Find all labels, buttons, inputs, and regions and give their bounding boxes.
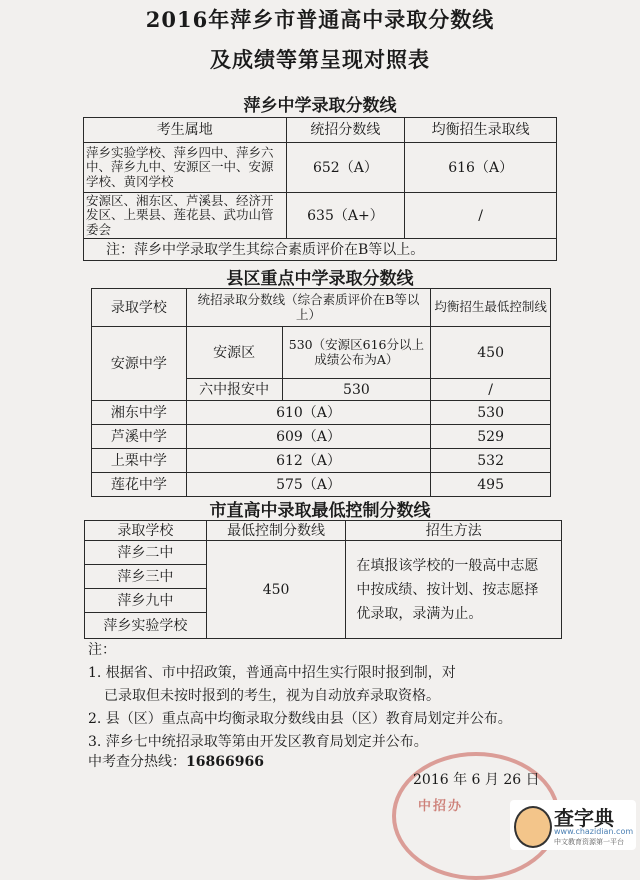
stamp-text: 中招办: [418, 799, 464, 814]
section2-table: [91, 288, 551, 497]
school-cell: 上栗中学: [92, 449, 187, 473]
method-cell: 在填报该学校的一般高中志愿中按成绩、按计划、按志愿择优录取，录满为止。: [346, 541, 562, 639]
header-area: 考生属地: [84, 118, 287, 143]
chazidian-logo: [510, 800, 636, 850]
note-item-1-line2: 已录取但未按时报到的考生，视为自动放弃录取资格。: [104, 688, 440, 704]
logo-tagline: 中文教育资源第一平台: [554, 838, 624, 846]
section2-title: 县区重点中学录取分数线: [226, 269, 414, 289]
note-item-2: 2. 县（区）重点高中均衡录取分数线由县（区）教育局划定并公布。: [88, 711, 512, 727]
section3-table: [84, 520, 562, 639]
header-balanced: 均衡招生录取线: [405, 118, 557, 143]
min-score-cell: 450: [206, 541, 346, 639]
score-cell: 530（安源区616分以上成绩公布为A）: [282, 327, 431, 379]
balanced-cell: 450: [431, 327, 551, 379]
section1-table: [83, 117, 557, 261]
balanced-cell: 495: [431, 473, 551, 497]
school-cell: 芦溪中学: [92, 425, 187, 449]
table-row: [92, 425, 551, 449]
table-row: [92, 327, 551, 379]
balanced-cell: 532: [431, 449, 551, 473]
logo-name: 查字典: [554, 806, 614, 830]
section1-title: 萍乡中学录取分数线: [243, 96, 397, 116]
section3-title: 市直高中录取最低控制分数线: [209, 501, 431, 521]
header-min-score: 最低控制分数线: [206, 521, 346, 541]
hotline-number: 16866966: [186, 754, 264, 770]
balanced-cell: 529: [431, 425, 551, 449]
table-header-row: [85, 521, 562, 541]
score-cell: 635（A+）: [286, 193, 405, 239]
sub-area-cell: 六中报安中: [186, 379, 282, 401]
note-item-1-line1: 1. 根据省、市中招政策，普通高中招生实行限时报到制，对: [88, 665, 456, 681]
score-cell: 610（A）: [186, 401, 430, 425]
school-cell: 安源中学: [92, 327, 187, 401]
document-title-line2: 及成绩等第呈现对照表: [210, 47, 430, 72]
balanced-cell: /: [431, 379, 551, 401]
header-score: 统招录取分数线（综合素质评价在B等以上）: [186, 289, 430, 327]
note-item-3: 3. 萍乡七中统招录取等第由开发区教育局划定并公布。: [88, 734, 428, 750]
table-row: [92, 401, 551, 425]
score-cell: 612（A）: [186, 449, 430, 473]
score-cell: 609（A）: [186, 425, 430, 449]
table-note-row: [84, 239, 557, 261]
header-balanced: 均衡招生最低控制线: [431, 289, 551, 327]
school-cell: 湘东中学: [92, 401, 187, 425]
header-school: 录取学校: [85, 521, 207, 541]
balanced-cell: 530: [431, 401, 551, 425]
balanced-cell: /: [405, 193, 557, 239]
hotline-label: 中考查分热线：: [88, 754, 186, 770]
score-cell: 530: [282, 379, 431, 401]
issue-date: 2016 年 6 月 26 日: [413, 772, 540, 788]
graduate-avatar-icon: [514, 806, 552, 848]
school-cell: 萍乡三中: [85, 565, 207, 589]
score-cell: 652（A）: [286, 143, 405, 193]
score-cell: 575（A）: [186, 473, 430, 497]
table-row: [92, 473, 551, 497]
header-score: 统招分数线: [286, 118, 405, 143]
document-title-line1: 2016年萍乡市普通高中录取分数线: [145, 7, 495, 32]
header-school: 录取学校: [92, 289, 187, 327]
hotline: [88, 752, 264, 773]
table-row: [84, 193, 557, 239]
area-cell: 萍乡实验学校、萍乡四中、萍乡六中、萍乡九中、安源区一中、安源学校、黄冈学校: [84, 143, 287, 193]
table-row: [85, 541, 562, 565]
table-header-row: [92, 289, 551, 327]
school-cell: 萍乡二中: [85, 541, 207, 565]
notes-heading: 注：: [88, 642, 116, 658]
section1-note: 注：萍乡中学录取学生其综合素质评价在B等以上。: [84, 239, 557, 261]
sub-area-cell: 安源区: [186, 327, 282, 379]
table-row: [92, 449, 551, 473]
table-header-row: [84, 118, 557, 143]
school-cell: 莲花中学: [92, 473, 187, 497]
school-cell: 萍乡实验学校: [85, 613, 207, 639]
logo-url: www.chazidian.com: [554, 827, 634, 836]
area-cell: 安源区、湘东区、芦溪县、经济开发区、上栗县、莲花县、武功山管委会: [84, 193, 287, 239]
header-method: 招生方法: [346, 521, 562, 541]
table-row: [84, 143, 557, 193]
school-cell: 萍乡九中: [85, 589, 207, 613]
balanced-cell: 616（A）: [405, 143, 557, 193]
